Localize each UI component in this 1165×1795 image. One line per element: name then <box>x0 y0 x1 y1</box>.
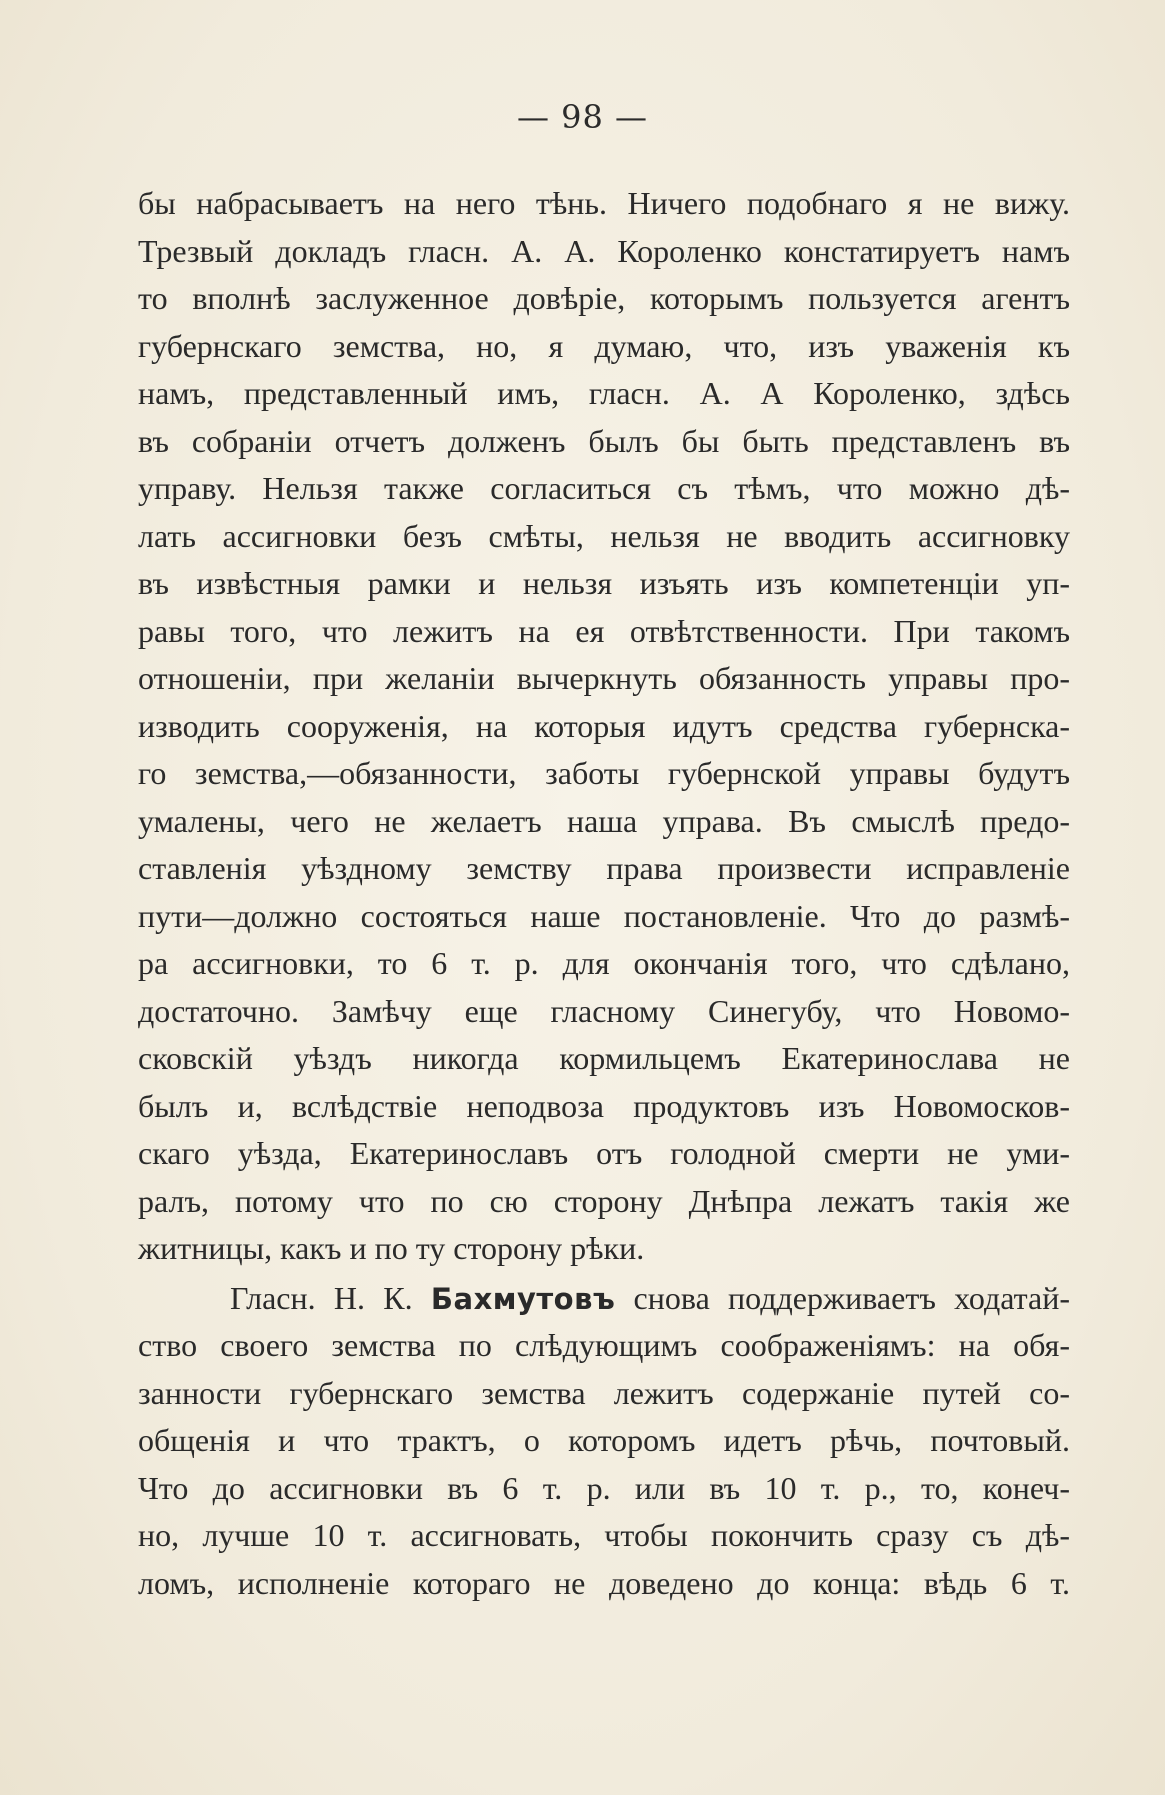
text-line: занности губернскаго земства лежитъ содержаніе путей со- <box>138 1374 1070 1411</box>
text-line: губернскаго земства, но, я думаю, что, изъ уваженія къ <box>138 327 1070 364</box>
text-line: управу. Нельзя также согласиться съ тѣмъ, что можно дѣ- <box>138 470 1070 506</box>
paragraph-first-line <box>138 1275 1070 1323</box>
text-line: ралъ, потому что по сю сторону Днѣпра лежатъ такія же <box>138 1182 1070 1219</box>
page-number: — 98 — <box>516 98 649 136</box>
text-line: былъ и, вслѣдствіе неподвоза продуктовъ изъ Новомосков- <box>138 1087 1070 1124</box>
text-line: Что до ассигновки въ 6 т. р. или въ 10 т. р., то, конеч- <box>138 1469 1070 1506</box>
text-line: ставленія уѣздному земству права произвести исправленіе <box>138 850 1070 886</box>
text-line: умалены, чего не желаетъ наша управа. Въ смыслѣ предо- <box>138 802 1070 839</box>
text-line: ство своего земства по слѣдующимъ соображеніямъ: на обя- <box>138 1327 1070 1363</box>
text-line: равы того, что лежитъ на ея отвѣтственности. При такомъ <box>138 612 1070 649</box>
speaker-name: Бахмутовъ <box>430 1281 616 1316</box>
text-line: бы набрасываетъ на него тѣнь. Ничего подобнаго я не вижу. <box>138 185 1070 221</box>
text-line: достаточно. Замѣчу еще гласному Синегубу, что Новомо- <box>138 992 1070 1029</box>
speaker-prefix: Гласн. Н. К. <box>230 1279 413 1316</box>
text-line: пути—должно состояться наше постановленіе. Что до размѣ- <box>138 897 1070 934</box>
text-line: въ извѣстныя рамки и нельзя изъять изъ компетенціи уп- <box>138 565 1070 601</box>
text-line: го земства,—обязанности, заботы губернской управы будутъ <box>138 755 1070 791</box>
text-line: лать ассигновки безъ смѣты, нельзя не вводить ассигновку <box>138 517 1070 554</box>
text-line: то вполнѣ заслуженное довѣріе, которымъ пользуется агентъ <box>138 280 1070 316</box>
first-line-rest: снова поддерживаетъ ходатай- <box>633 1279 1071 1316</box>
text-line: общенія и что трактъ, о которомъ идетъ рѣчь, почтовый. <box>138 1422 1070 1458</box>
text-line: скаго уѣзда, Екатеринославъ отъ голодной смерти не уми- <box>138 1135 1070 1171</box>
text-line: намъ, представленный имъ, гласн. А. А Короленко, здѣсь <box>138 375 1070 411</box>
text-line: но, лучше 10 т. ассигновать, чтобы покончить сразу съ дѣ- <box>138 1517 1070 1553</box>
text-line: изводить сооруженія, на которыя идутъ средства губернска- <box>138 707 1070 744</box>
text-line: ра ассигновки, то 6 т. р. для окончанія того, что сдѣлано, <box>138 945 1070 981</box>
text-line: житницы, какъ и по ту сторону рѣки. <box>138 1230 645 1266</box>
text-line: отношеніи, при желаніи вычеркнуть обязанность управы про- <box>138 660 1070 696</box>
text-line: сковскій уѣздъ никогда кормильцемъ Екатеринослава не <box>138 1040 1070 1076</box>
text-line: Трезвый докладъ гласн. А. А. Короленко констатируетъ намъ <box>138 232 1070 269</box>
text-line: ломъ, исполненіе котораго не доведено до конца: вѣдь 6 т. <box>138 1564 1070 1601</box>
body-text <box>138 180 1070 1607</box>
text-line: въ собраніи отчетъ долженъ былъ бы быть представленъ въ <box>138 422 1070 459</box>
